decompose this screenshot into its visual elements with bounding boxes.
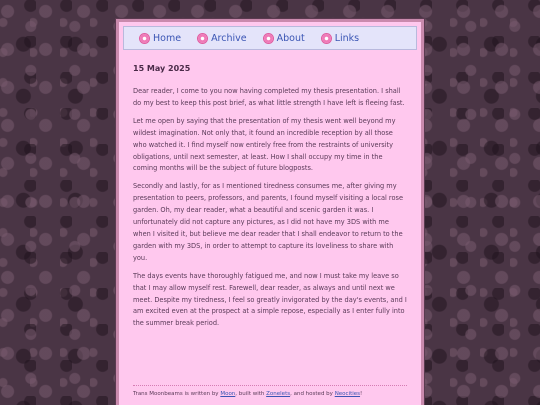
- post-date: 15 May 2025: [133, 64, 191, 73]
- flower-icon: [264, 34, 273, 43]
- flower-icon: [198, 34, 207, 43]
- flower-icon: [322, 34, 331, 43]
- post-paragraph: Secondly and lastly, for as I mentioned tiredness consumes me, after giving my presentation to peers, professors, and parents, I found myself visiting a local rose garden. Oh, my dear reader, what a beautiful and scenic garden it was. I unfortunately did not capture any pictures, as I did not have my 3DS with me when I visited it, but believe me dear reader that I shall endeavor to return to the garden with my 3DS, in order to attempt to capture its loveliness to share with you.: [133, 182, 404, 262]
- footer-divider: [133, 385, 407, 386]
- post-paragraph: Dear reader, I come to you now having completed my thesis presentation. I shall do my best to keep this post brief, as what little strength I have left is fleeing fast.: [133, 87, 405, 107]
- footer-builder-link[interactable]: Zonelets: [266, 391, 291, 397]
- footer-mid2: , and hosted by: [290, 391, 335, 397]
- footer-prefix: Trans Moonbeams is written by: [133, 391, 221, 397]
- nav-item-home[interactable]: [140, 33, 181, 44]
- nav-item-archive[interactable]: [198, 33, 247, 44]
- nav-link-links[interactable]: Links: [334, 32, 360, 44]
- footer-host-link[interactable]: Neocities: [334, 391, 361, 397]
- post-content: [119, 50, 421, 330]
- nav-link-about[interactable]: About: [276, 32, 305, 44]
- nav-link-home[interactable]: Home: [153, 32, 182, 44]
- nav-item-about[interactable]: [264, 33, 305, 44]
- site-footer: [133, 391, 362, 397]
- footer-suffix: !: [360, 391, 363, 397]
- post-paragraph: The days events have thoroughly fatigued me, and now I must take my leave so that I may allow myself rest. Farewell, dear reader, as always and until next we meet. Despite my tiredness, I feel so greatly invigorated by the day's events, and I am excited even at the prospect at a simple repose, especially as I enter fully into the summer break period.: [133, 271, 407, 328]
- post-paragraph: Let me open by saying that the presentation of my thesis went well beyond my wildest imagination. Not only that, it found an incredible reception by all those who watched it. I find myself now entirely free from the restraints of university obligations, until next semester, at least. How I shall occupy my time in the coming months will be the subject of future blogposts.: [133, 116, 396, 173]
- blog-page: [116, 19, 424, 405]
- nav-link-archive[interactable]: Archive: [211, 32, 247, 44]
- nav-item-links[interactable]: [322, 33, 359, 44]
- nav-bar: [123, 26, 417, 50]
- flower-icon: [140, 34, 149, 43]
- footer-mid1: , built with: [235, 391, 267, 397]
- footer-author-link[interactable]: Moon: [220, 391, 236, 397]
